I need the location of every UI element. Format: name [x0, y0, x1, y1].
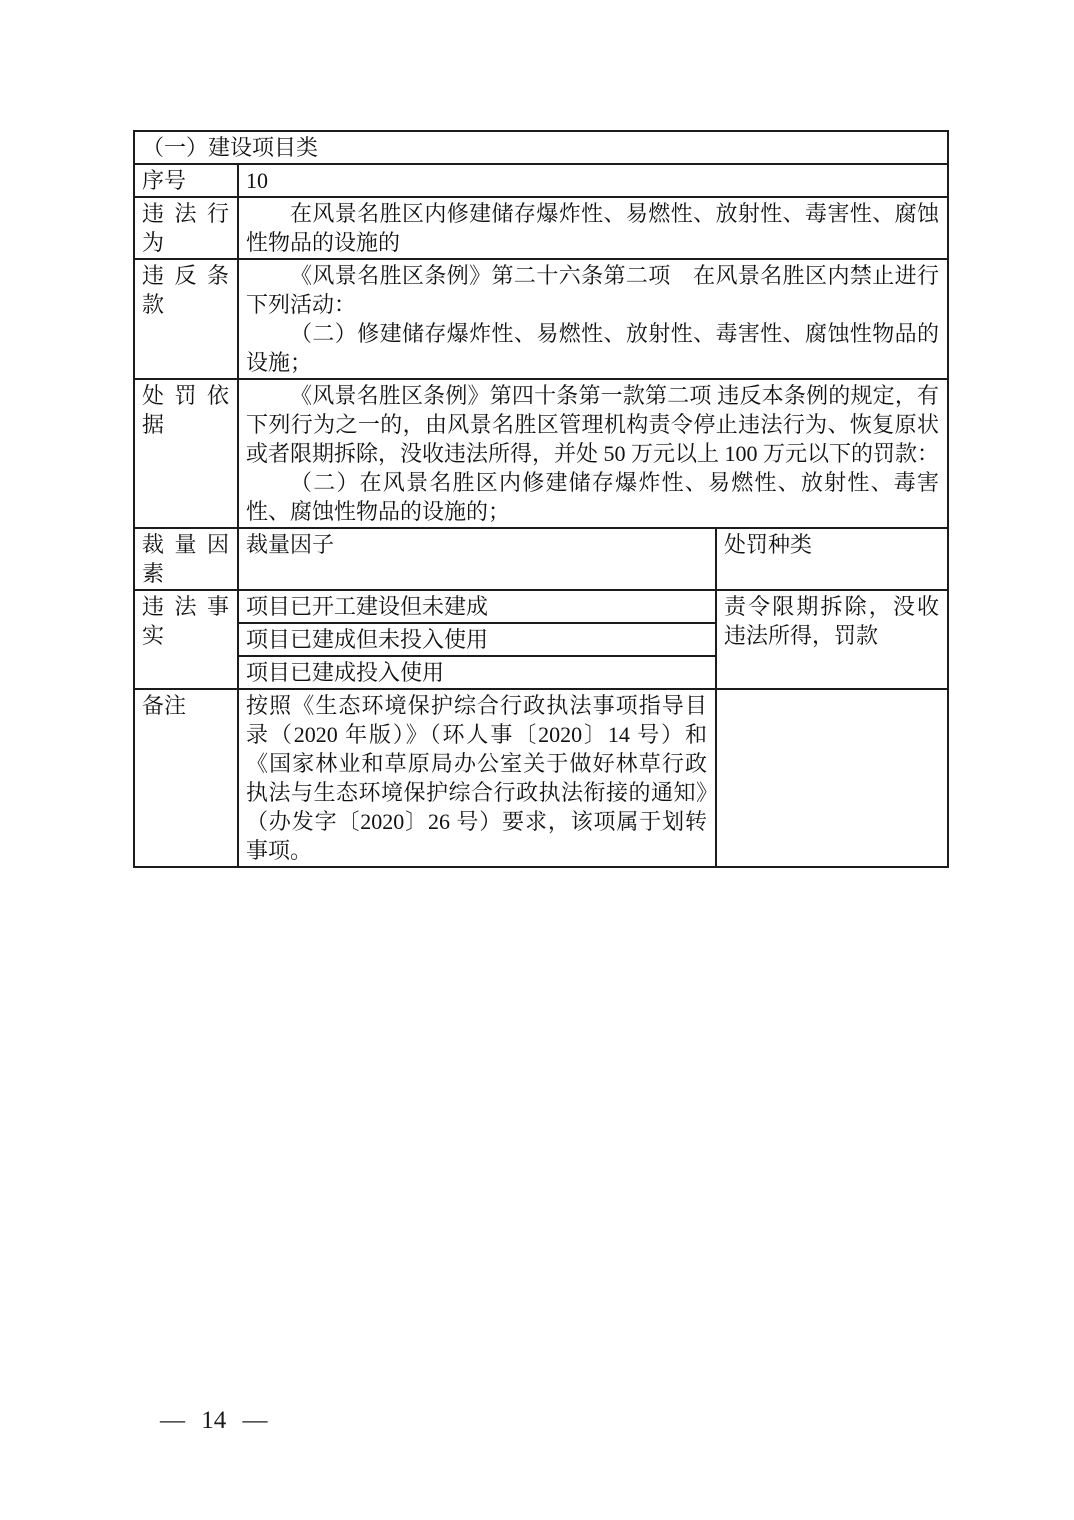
remarks-text-cell: [238, 689, 716, 867]
illegal-fact-2: 项目已建成但未投入使用: [246, 627, 489, 652]
illegal-act-label-cell: [134, 197, 238, 259]
violated-clause-label-cell: [134, 259, 238, 379]
penalty-types-text: 责令限期拆除，没收违法所得，罚款: [724, 594, 940, 648]
table-row-violated-clause: [134, 259, 948, 379]
violated-clause-paragraph-1: 《风景名胜区条例》第二十六条第二项 在风景名胜区内禁止进行下列活动：: [246, 263, 940, 317]
remarks-empty-cell: [716, 689, 948, 867]
discretion-factor-header: 裁量因子: [246, 532, 335, 557]
illegal-facts-label: 违法事实: [142, 594, 229, 648]
violated-clause-paragraph-2: （二）修建储存爆炸性、易燃性、放射性、毒害性、腐蚀性物品的设施；: [246, 321, 940, 375]
illegal-fact-3: 项目已建成投入使用: [246, 660, 445, 685]
remarks-label-cell: [134, 689, 238, 867]
penalty-discretion-table: [133, 130, 949, 868]
serial-label-cell: [134, 164, 238, 197]
illegal-fact-1: 项目已开工建设但未建成: [246, 594, 489, 619]
table-row-penalty-basis: [134, 379, 948, 528]
illegal-fact-cell-1: [238, 590, 716, 623]
table-row-illegal-act: [134, 197, 948, 259]
table-row-remarks: [134, 689, 948, 867]
remarks-text: 按照《生态环境保护综合行政执法事项指导目录（2020 年版）》（环人事〔2020〕14 号）和《国家林业和草原局办公室关于做好林草行政执法与生态环境保护综合行政执法衔接的通知》（办发字〔2020〕26 号）要求，该项属于划转事项。: [246, 693, 707, 863]
penalty-basis-label: 处罚依据: [142, 383, 229, 437]
discretion-label-cell: [134, 528, 238, 590]
penalty-basis-text-cell: [238, 379, 948, 528]
table-row-discretion-header: [134, 528, 948, 590]
penalty-basis-paragraph-2: （二）在风景名胜区内修建储存爆炸性、易燃性、放射性、毒害性、腐蚀性物品的设施的；: [246, 470, 940, 524]
discretion-factor-header-cell: [238, 528, 716, 590]
illegal-facts-label-cell: [134, 590, 238, 689]
illegal-fact-cell-2: [238, 623, 716, 656]
penalty-types-cell: [716, 590, 948, 689]
violated-clause-label: 违反条款: [142, 263, 229, 317]
penalty-type-header-cell: [716, 528, 948, 590]
serial-value-cell: [238, 164, 948, 197]
table-row-serial: [134, 164, 948, 197]
discretion-label: 裁量因素: [142, 532, 229, 586]
violated-clause-text-cell: [238, 259, 948, 379]
table-row-illegal-fact-1: [134, 590, 948, 623]
serial-value: 10: [246, 168, 268, 193]
penalty-basis-label-cell: [134, 379, 238, 528]
table-row-section: [134, 131, 948, 164]
section-title: （一）建设项目类: [142, 135, 319, 160]
page-number: — 14 —: [160, 1407, 268, 1434]
remarks-label: 备注: [142, 693, 187, 718]
penalty-type-header: 处罚种类: [724, 532, 813, 557]
section-title-cell: [134, 131, 948, 164]
serial-label: 序号: [142, 168, 187, 193]
illegal-act-label: 违法行为: [142, 201, 229, 255]
illegal-act-text: 在风景名胜区内修建储存爆炸性、易燃性、放射性、毒害性、腐蚀性物品的设施的: [246, 201, 940, 255]
illegal-act-text-cell: [238, 197, 948, 259]
penalty-basis-paragraph-1: 《风景名胜区条例》第四十条第一款第二项 违反本条例的规定，有下列行为之一的，由风景名胜区管理机构责令停止违法行为、恢复原状或者限期拆除，没收违法所得，并处 50 万元以上 100 万元以下的罚款：: [246, 383, 940, 466]
illegal-fact-cell-3: [238, 656, 716, 689]
